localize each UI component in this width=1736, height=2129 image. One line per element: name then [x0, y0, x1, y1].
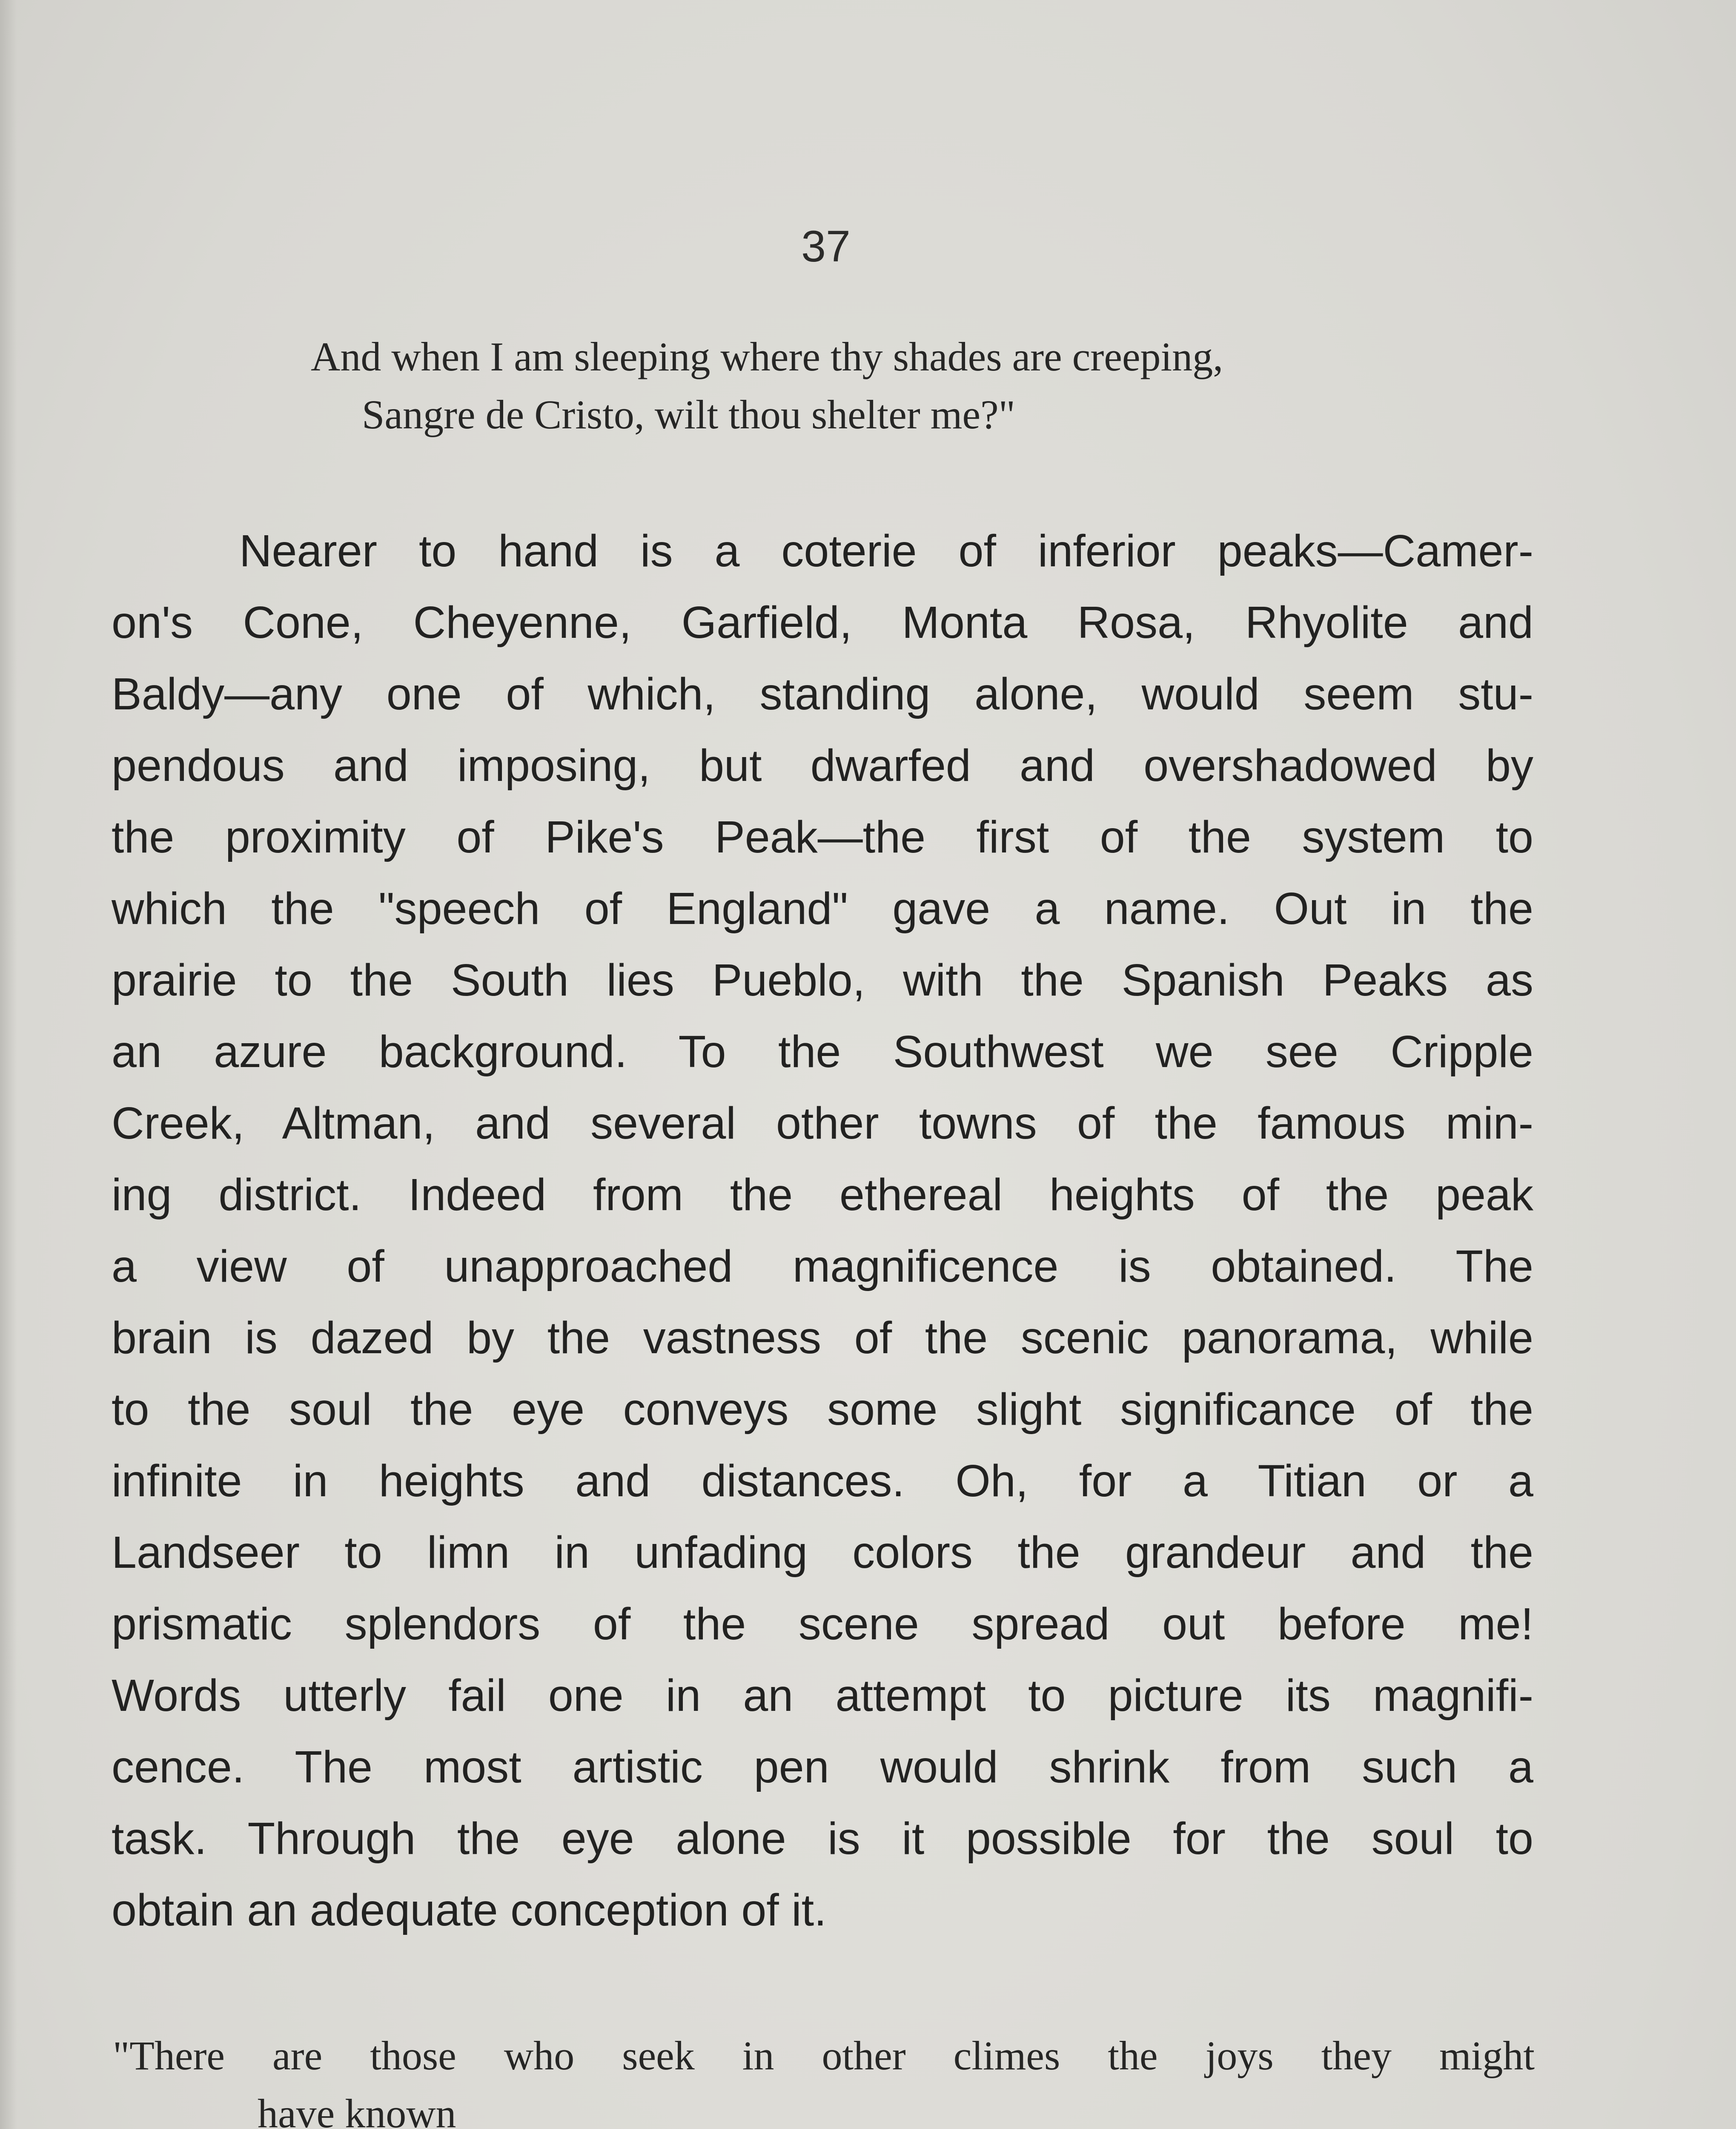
- verse-bottom: [113, 2027, 1535, 2129]
- page-number: 37: [801, 222, 851, 271]
- prose-line: a view of unapproached magnificence is obtained. The: [112, 1241, 1533, 1291]
- verse-line: "There are those who seek in other climes the joys they might: [113, 2033, 1535, 2078]
- prose-line: prairie to the South lies Pueblo, with the Spanish Peaks as: [112, 955, 1533, 1005]
- prose-line: obtain an adequate conception of it.: [112, 1885, 827, 1935]
- prose-line: infinite in heights and distances. Oh, for a Titian or a: [112, 1456, 1533, 1506]
- prose-line: the proximity of Pike's Peak—the first of the system to: [112, 812, 1533, 862]
- prose-line: on's Cone, Cheyenne, Garfield, Monta Rosa, Rhyolite and: [112, 597, 1533, 648]
- prose-line: Nearer to hand is a coterie of inferior peaks—Camer-: [239, 526, 1533, 576]
- prose-line: Creek, Altman, and several other towns of the famous min-: [112, 1098, 1533, 1148]
- prose-line: prismatic splendors of the scene spread out before me!: [112, 1599, 1533, 1649]
- verse-line: have known: [258, 2091, 456, 2129]
- prose-line: cence. The most artistic pen would shrink from such a: [112, 1742, 1533, 1792]
- prose-line: which the "speech of England" gave a name. Out in the: [112, 884, 1533, 934]
- prose-line: pendous and imposing, but dwarfed and overshadowed by: [112, 740, 1533, 791]
- prose-line: an azure background. To the Southwest we see Cripple: [112, 1027, 1533, 1077]
- prose-paragraph: [112, 515, 1533, 1946]
- prose-line: brain is dazed by the vastness of the scenic panorama, while: [112, 1313, 1533, 1363]
- prose-line: Landseer to limn in unfading colors the grandeur and the: [112, 1527, 1533, 1578]
- verse-top: [311, 328, 1223, 444]
- prose-line: Baldy—any one of which, standing alone, would seem stu-: [112, 669, 1533, 719]
- verse-line: Sangre de Cristo, wilt thou shelter me?": [362, 392, 1015, 437]
- prose-line: task. Through the eye alone is it possible for the soul to: [112, 1813, 1533, 1864]
- verse-line: And when I am sleeping where thy shades are creeping,: [311, 334, 1223, 379]
- prose-line: to the soul the eye conveys some slight significance of the: [112, 1384, 1533, 1435]
- prose-line: Words utterly fail one in an attempt to picture its magnifi-: [112, 1670, 1533, 1721]
- prose-line: ing district. Indeed from the ethereal heights of the peak: [112, 1170, 1533, 1220]
- spine-shadow: [0, 0, 17, 2129]
